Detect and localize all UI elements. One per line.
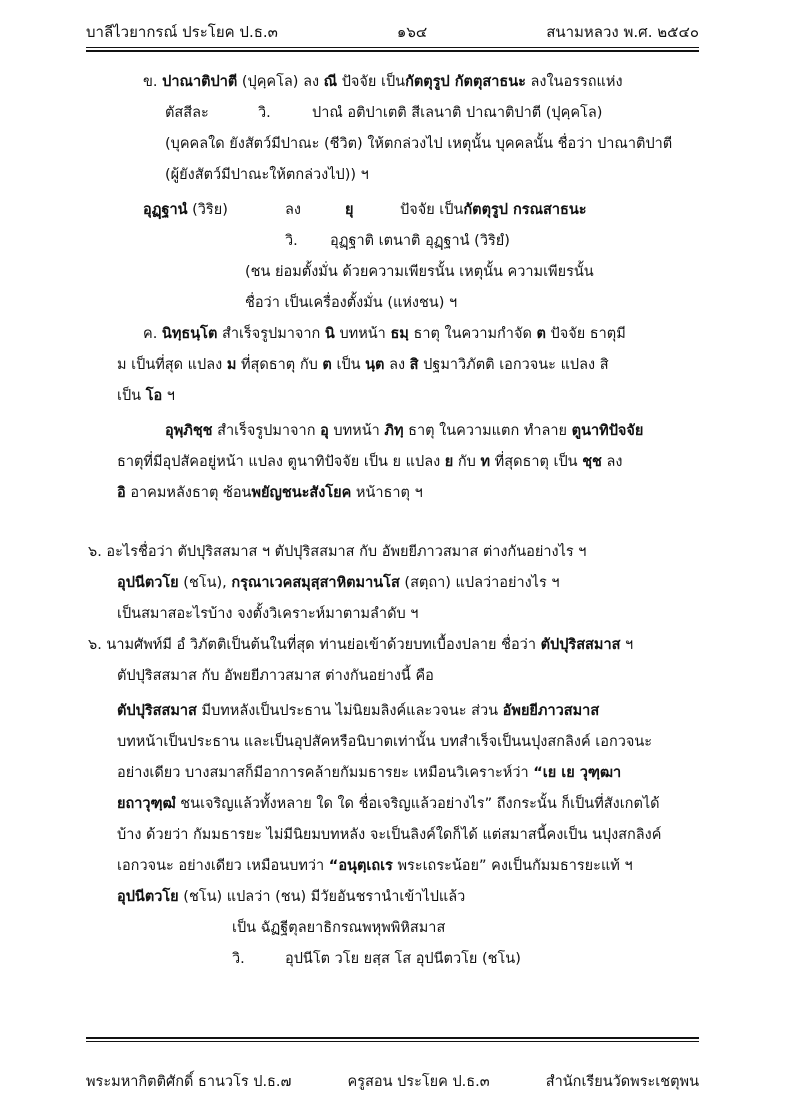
text-span: ๖. นามศัพท์มี อํ วิภัตติเป็นต้นในที่สุด ท่านย่อเข้าด้วยบทเบื้องปลาย ชื่อว่า [88,637,541,653]
text-span: เอกวจนะ อย่างเดียว เหมือนบทว่า [117,858,329,874]
text-span: ลง [601,454,623,470]
header-rule-thin [86,47,699,48]
text-span: มีบทหลังเป็นประธาน ไม่นิยมลิงค์และวจนะ ส่วน [196,703,503,719]
text-span: ชนเจริญแล้วทั้งหลาย ใด ใด ชื่อเจริญแล้วอย่างไร” ถึงกระนั้น ก็เป็นที่สังเกตได้ [175,796,660,812]
text-span: เป็นสมาสอะไรบ้าง จงตั้งวิเคราะห์มาตามลำดับ ฯ [117,606,419,622]
text-line [165,165,369,185]
bold-term: อัพยยีภาวสมาส [502,703,600,719]
text-span: (ชน ย่อมตั้งมั่น ด้วยความเพียรนั้น เหตุนั้น ความเพียรนั้น [245,264,594,280]
text-line [143,72,623,92]
footer-school: สำนักเรียนวัดพระเชตุพน [545,1074,699,1090]
text-line [117,452,622,472]
text-span: ลง [384,357,410,373]
bold-term: ตูนาทิปัจจัย [571,423,644,439]
bold-term: นฺต [365,357,385,373]
text-span: ลง [285,202,301,218]
bold-term: ณี [323,74,338,90]
text-span: ค. [143,326,162,342]
page-header [86,16,699,44]
bold-term: อุปนีตวโย [117,889,179,905]
text-span: ธาตุที่มีอุปสัคอยู่หน้า แปลง ตูนาทิปัจจัย เป็น ย แปลง [117,454,445,470]
text-line [117,794,660,814]
bold-term: ปาณาติปาตี [162,74,238,90]
text-span: บทหน้า [328,423,385,439]
text-line [117,856,633,876]
text-line [143,200,228,220]
text-span: กับ [453,454,481,470]
bold-term: ยถาวุฑฺฒํ [117,796,176,812]
text-span: อุฏฺฐาติ เตนาติ อุฏฺฐานํ (วิริยํ) [330,233,510,249]
text-span: วิ. [258,105,271,121]
text-line [400,200,587,220]
text-span: วิ. [285,233,298,249]
bold-term: อุพฺภิชฺช [165,423,213,439]
text-span: ปฐมาวิภัตติ เอกวจนะ แปลง สิ [418,357,609,373]
bold-term: อุฏฺฐานํ [143,202,188,218]
text-line [285,200,301,220]
text-line [285,231,298,251]
text-span: บทหน้าเป็นประธาน และเป็นอุปสัคหรือนิบาตเท่านั้น บทสำเร็จเป็นนปุงสกลิงค์ เอกวจนะ [117,734,653,750]
text-span: (บุคคลใด ยังสัตว์มีปาณะ (ชีวิต) ให้ตกล่วงไป เหตุนั้น บุคคลนั้น ชื่อว่า ปาณาติปาตี [165,136,673,152]
bold-term: ย [444,454,454,470]
bold-term: “เย เย วุฑฺฒา [533,765,622,781]
text-span: ฯ [162,388,175,404]
header-rule-thick [86,50,699,52]
text-span: ฯ [620,637,634,653]
bold-term: ต [536,326,546,342]
footer-author: พระมหากิตติศักดิ์ ธานวโร ป.ธ.๗ [86,1074,292,1090]
text-span: (วิริย) [187,202,228,218]
text-line [285,949,521,969]
header-exam-year: สนามหลวง พ.ศ. ๒๕๔๐ [546,23,699,41]
text-span: วิ. [232,951,245,967]
text-line [245,262,594,282]
text-span: ปัจจัย ธาตุมี [545,326,626,342]
text-span: (ชโน), [178,575,232,591]
text-span: ลงในอรรถแห่ง [525,74,623,90]
header-page-number: ๑๖๔ [396,23,428,41]
text-span: ที่สุดธาตุ เป็น [490,454,583,470]
bold-term: ท [480,454,491,470]
text-line [258,103,271,123]
text-span: เป็น [117,388,146,404]
bold-term: ตัปปุริสสมาส [117,703,197,719]
text-span: ตัสสีละ [165,105,209,121]
text-span: ข. [143,74,163,90]
text-line [117,763,621,783]
text-line [117,666,434,686]
text-span: ตัปปุริสสมาส กับ อัพยยีภาวสมาส ต่างกันอย่างนี้ คือ [117,668,434,684]
text-span: ปัจจัย เป็น [337,74,406,90]
text-span: ชื่อว่า เป็นเครื่องตั้งมั่น (แห่งชน) ฯ [245,295,458,311]
text-line [117,355,609,375]
bold-term: อิ [117,485,126,501]
text-line [117,701,599,721]
bold-term: ต [322,357,332,373]
bold-term: นิทฺธนฺโต [161,326,218,342]
text-line [165,421,643,441]
text-span: (สตฺถา) แปลว่าอย่างไร ฯ [399,575,560,591]
text-span: หน้าธาตุ ฯ [351,485,423,501]
text-span: สำเร็จรูปมาจาก [212,423,321,439]
text-line [345,200,354,220]
bold-term: สิ [409,357,419,373]
text-span: (ชโน) แปลว่า (ชน) มีวัยอันชรานำเข้าไปแล้ว [178,889,466,905]
text-span: ม เป็นที่สุด แปลง [117,357,227,373]
bold-term: โอ [145,388,163,404]
text-span: เป็น [331,357,366,373]
footer-course: ครูสอน ประโยค ป.ธ.๓ [347,1074,490,1090]
text-span: ๖. อะไรชื่อว่า ตัปปุริสสมาส ฯ ตัปปุริสสมาส กับ อัพยยีภาวสมาส ต่างกันอย่างไร ฯ [88,544,587,560]
text-line [330,231,510,251]
bold-term: ม [226,357,237,373]
bold-term: ตัปปุริสสมาส [540,637,621,653]
text-line [117,732,652,752]
text-span: บทหน้า [334,326,391,342]
text-span: พระเถระน้อย” คงเป็นกัมมธารยะแท้ ฯ [392,858,633,874]
bold-term: ชฺช [582,454,602,470]
text-line [245,293,457,313]
text-span: สำเร็จรูปมาจาก [217,326,325,342]
text-span: เป็น ฉัฏฐีตุลยาธิกรณพหุพพิหิสมาส [232,920,446,936]
text-span: (ปุคฺคโล) ลง [237,74,324,90]
text-line [143,324,626,344]
bold-term: ยุ [345,202,354,218]
bold-term: นิ [324,326,335,342]
bold-term: ธมฺ [390,326,409,342]
text-span: ธาตุ ในความกำจัด [408,326,537,342]
text-span: ที่สุดธาตุ กับ [236,357,323,373]
bold-term: กัตตุรูป กรณสาธนะ [463,202,587,218]
text-span: (ผู้ยังสัตว์มีปาณะให้ตกล่วงไป)) ฯ [165,167,369,183]
text-line [165,103,209,123]
footer-rule-thick [86,1037,699,1039]
text-span: อุปนีโต วโย ยสฺส โส อุปนีตวโย (ชโน) [285,951,521,967]
text-span: บ้าง ด้วยว่า กัมมธารยะ ไม่มีนิยมบทหลัง จะเป็นลิงค์ใดก็ได้ แต่สมาสนี้คงเป็น นปุงสกลิงค์ [117,827,662,843]
text-line [117,825,661,845]
header-book-title: บาลีไวยากรณ์ ประโยค ป.ธ.๓ [86,23,278,41]
text-span: ปัจจัย เป็น [400,202,464,218]
bold-term: กรุณาเวคสมุสฺสาหิตมานโส [231,575,400,591]
page-footer [86,1070,699,1093]
text-line [117,887,465,907]
text-line [312,103,602,123]
bold-term: กัตตุรูป กัตตุสาธนะ [405,74,526,90]
text-line [117,604,418,624]
text-span: ธาตุ ในความแตก ทำลาย [403,423,572,439]
bold-term: อุปนีตวโย [117,575,179,591]
text-line [232,949,245,969]
text-span: ปาณํ อติปาเตติ สีเลนาติ ปาณาติปาตี (ปุคฺคโล) [312,105,603,121]
text-line [232,918,445,938]
bold-term: “อนุตฺเถเร [328,858,393,874]
text-line [117,573,560,593]
bold-term: พยัญชนะสังโยค [251,485,352,501]
text-line [117,386,175,406]
text-span: อาคมหลังธาตุ ซ้อน [125,485,252,501]
bold-term: ภิทฺ [384,423,404,439]
text-line [88,635,633,655]
footer-rule-thin [86,1041,699,1042]
text-line [117,483,423,503]
bold-term: อุ [320,423,329,439]
text-line [88,542,586,562]
text-line [165,134,672,154]
text-span: อย่างเดียว บางสมาสก็มีอาการคล้ายกัมมธารยะ เหมือนวิเคราะห์ว่า [117,765,534,781]
